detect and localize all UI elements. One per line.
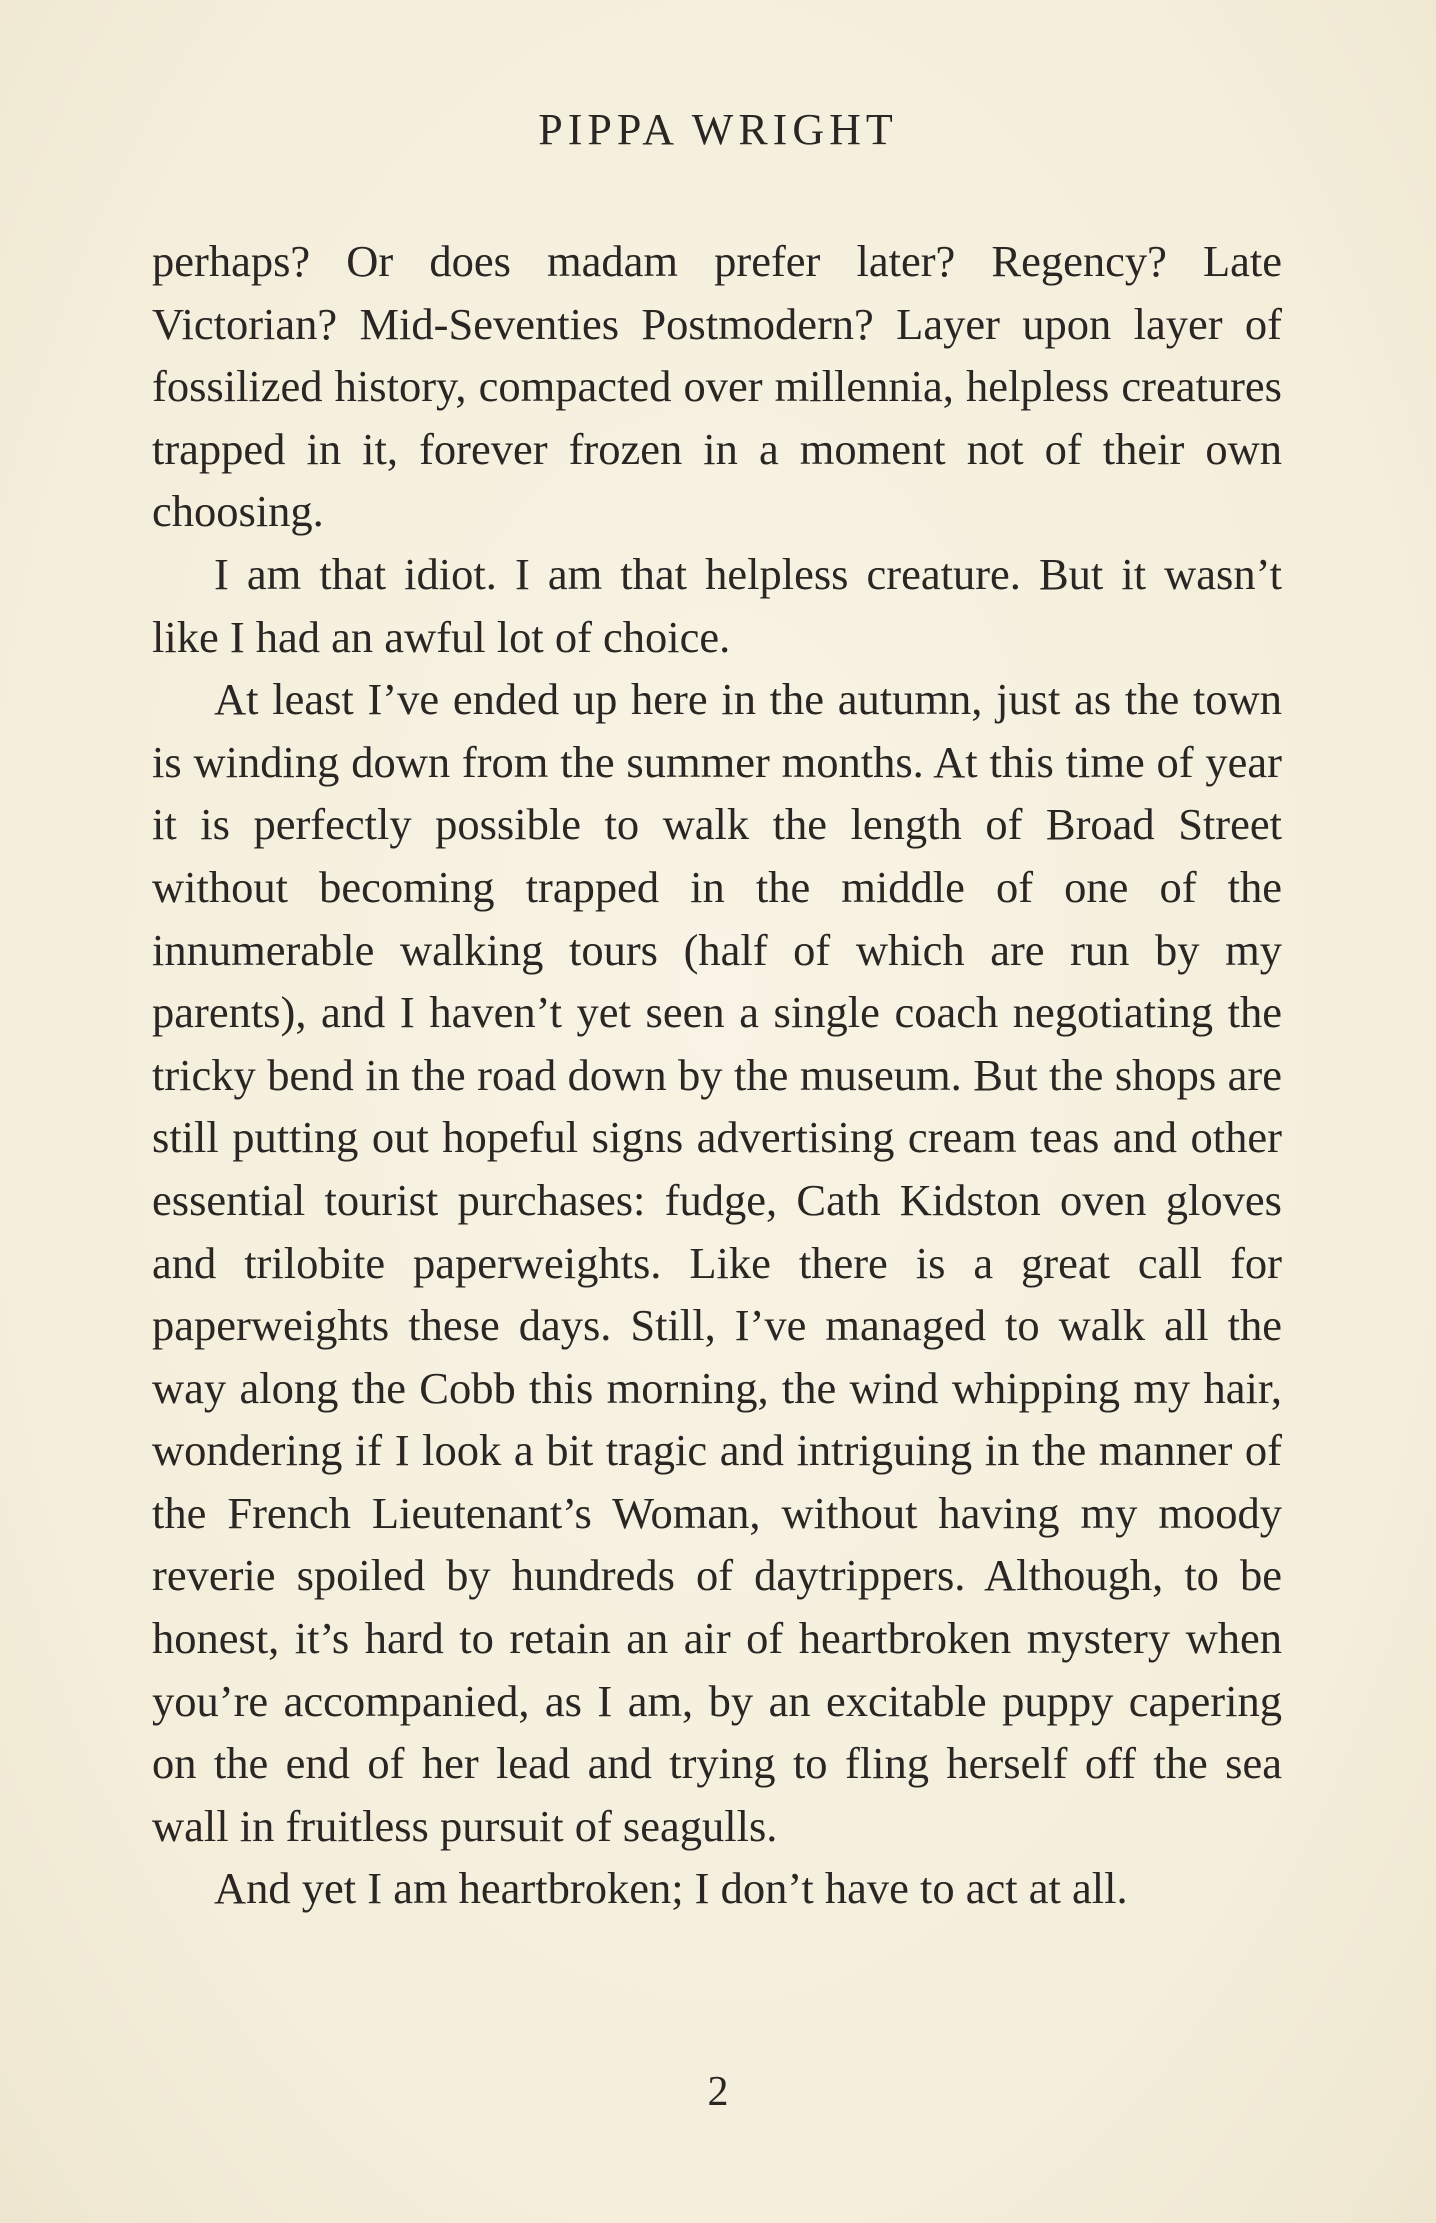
- page-number: 2: [707, 2069, 729, 2115]
- paragraph: perhaps? Or does madam prefer later? Regency? Late Victorian? Mid-Seventies Postmodern? Layer upon layer of fossilized history, compacted over millennia, helpless creatures trapped in it, forever frozen in a moment not of their own choosing.: [152, 236, 1282, 537]
- paragraph: At least I’ve ended up here in the autumn, just as the town is winding down from the summer months. At this time of year it is perfectly possible to walk the length of Broad Street without becoming trapped in the middle of one of the innumerable walking tours (half of which are run by my parents), and I haven’t yet seen a single coach negotiating the tricky bend in the road down by the museum. But the shops are still putting out hopeful signs advertising cream teas and other essential tourist purchases: fudge, Cath Kidston oven gloves and trilobite paperweights. Like there is a great call for paperweights these days. Still, I’ve managed to walk all the way along the Cobb this morning, the wind whipping my hair, wondering if I look a bit tragic and intriguing in the manner of the French Lieutenant’s Woman, without having my moody reverie spoiled by hundreds of daytrippers. Although, to be honest, it’s hard to retain an air of heartbroken mystery when you’re accompanied, as I am, by an excitable puppy capering on the end of her lead and trying to fling herself off the sea wall in fruitless pursuit of seagulls.: [152, 674, 1282, 1851]
- paragraph: And yet I am heartbroken; I don’t have to act at all.: [214, 1863, 1128, 1914]
- running-head: PIPPA WRIGHT: [538, 105, 898, 154]
- paragraph: I am that idiot. I am that helpless creature. But it wasn’t like I had an awful lot of choice.: [152, 548, 1282, 662]
- body-text: [152, 230, 1282, 1920]
